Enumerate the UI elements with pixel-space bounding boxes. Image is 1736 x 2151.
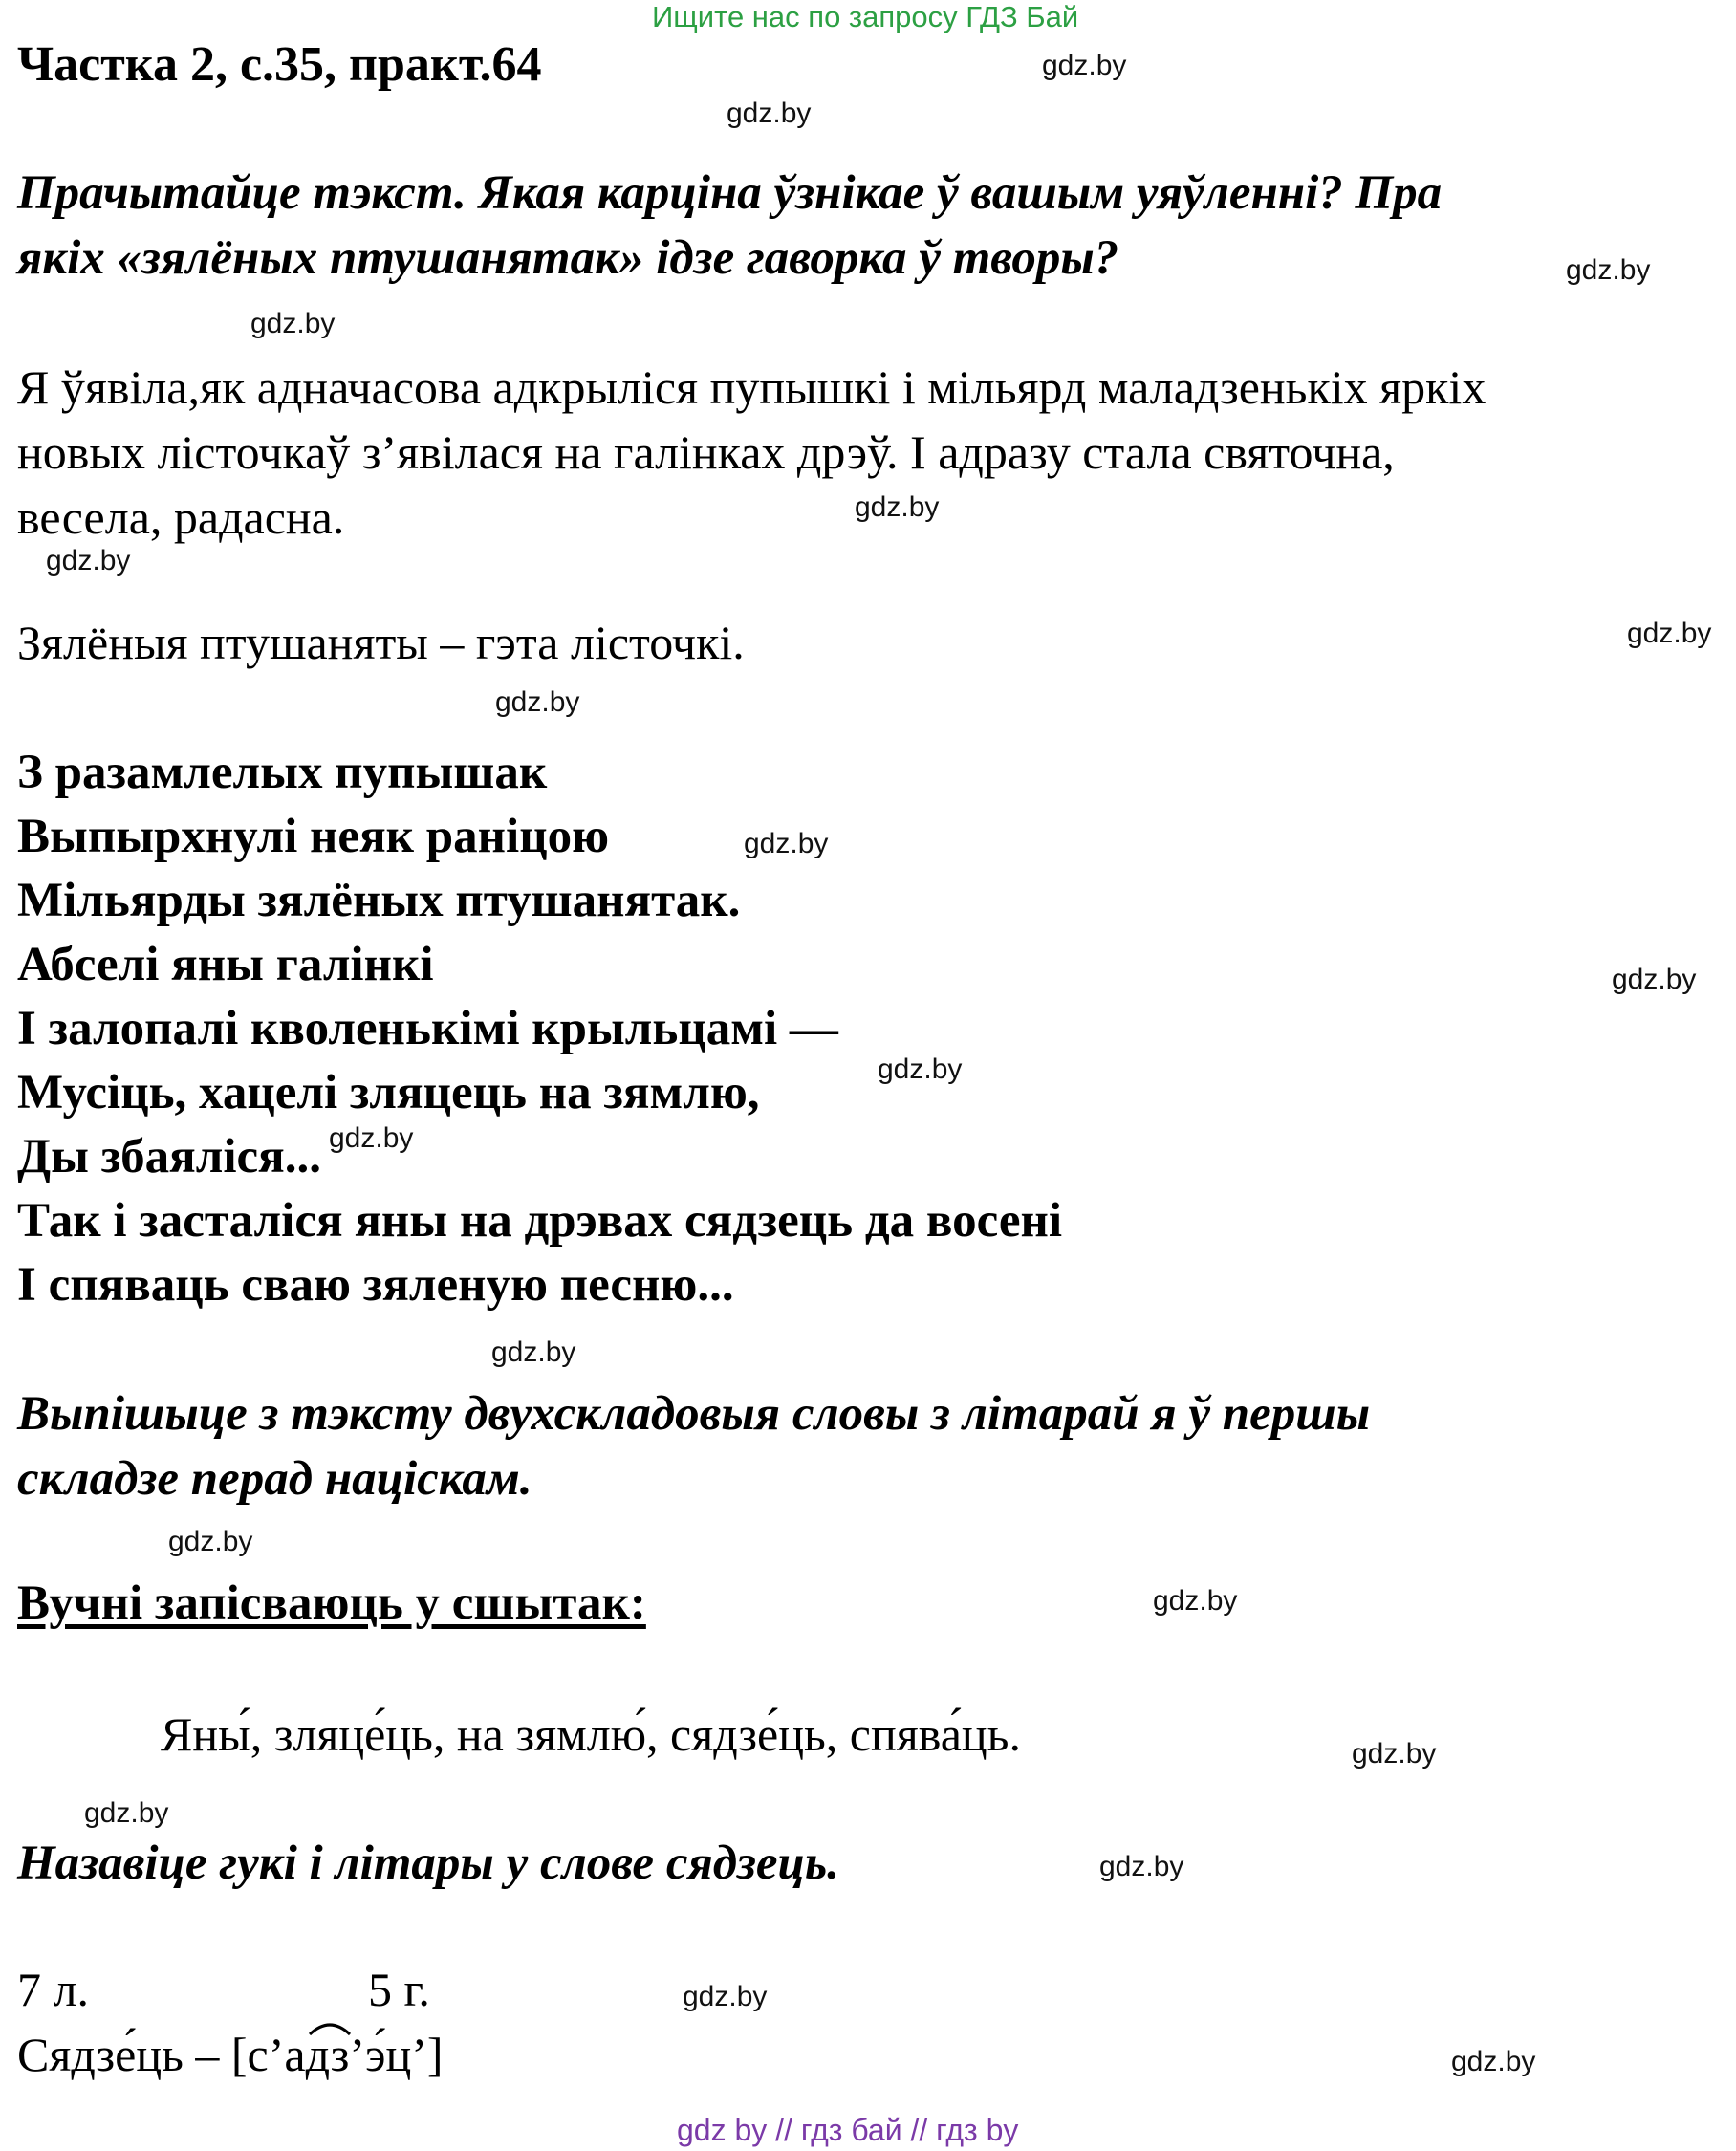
poem-line: З разамлелых пупышак [17, 746, 548, 799]
answer-1-line-1: Я ўявіла,як адначасова адкрыліся пупышкі і мільярд маладзенькіх яркіх [17, 360, 1486, 414]
top-banner[interactable]: Ищите нас по запросу ГДЗ Бай [652, 0, 1079, 33]
task-1-line-1: Прачытайце тэкст. Якая карціна ўзнікае ў вашым уяўленні? Пра [17, 166, 1443, 220]
poem-line: Ды збаяліся... [17, 1130, 322, 1184]
poem-line: Абселі яны галінкі [17, 938, 434, 991]
notebook-heading: Вучні запісваюць у сшытак: [17, 1576, 646, 1630]
watermark: gdz.by [84, 1797, 169, 1829]
affricate-arc-icon [308, 2021, 352, 2036]
poem-line: Выпырхнулі неяк раніцою [17, 810, 610, 863]
words-answer: Яны́, зляце́ць, на зямлю́, сядзе́ць, спява́ць. [161, 1707, 1021, 1761]
watermark: gdz.by [1566, 254, 1651, 286]
watermark: gdz.by [683, 1981, 768, 2012]
poem-line: Мусіць, хацелі зляцець на зямлю, [17, 1066, 760, 1119]
watermark: gdz.by [250, 308, 336, 339]
page-title: Частка 2, с.35, практ.64 [17, 37, 542, 92]
transcription-line [17, 2027, 444, 2082]
watermark: gdz.by [744, 828, 829, 859]
watermark: gdz.by [1153, 1585, 1238, 1617]
sounds-count: 5 г. [368, 1963, 430, 2016]
watermark: gdz.by [168, 1526, 253, 1557]
affricate-letters: дз [305, 2028, 350, 2081]
task-2-line-2: складзе перад націскам. [17, 1452, 532, 1506]
affricate-group [306, 2027, 350, 2082]
watermark: gdz.by [495, 686, 580, 718]
watermark: gdz.by [878, 1054, 963, 1085]
answer-1-line-3: весела, радасна. [17, 490, 345, 544]
transcription-open: [с’а [230, 2028, 306, 2081]
watermark: gdz.by [1099, 1851, 1184, 1882]
watermark: gdz.by [1352, 1738, 1437, 1770]
poem-line: Мільярды зялёных птушанятак. [17, 874, 741, 927]
transcription-word: Сядзе́ць – [17, 2028, 231, 2081]
answer-2-text: Зялёныя птушаняты – гэта лісточкі. [17, 616, 745, 669]
letters-count: 7 л. [17, 1963, 89, 2016]
task-2-prompt [17, 1381, 1715, 1511]
watermark: gdz.by [1451, 2046, 1536, 2077]
watermark: gdz.by [855, 491, 940, 523]
poem-block [17, 741, 1062, 1317]
watermark: gdz.by [727, 98, 812, 129]
watermark: gdz.by [46, 545, 131, 576]
watermark: gdz.by [329, 1122, 414, 1154]
watermark: gdz.by [1042, 50, 1127, 81]
footer-links[interactable]: gdz by // гдз бай // гдз by [677, 2113, 1019, 2147]
watermark: gdz.by [1627, 618, 1712, 649]
poem-line: І залопалі кволенькімі крыльцамі — [17, 1002, 838, 1055]
task-1-line-2: якіх «зялёных птушанятак» ідзе гаворка ў творы? [17, 231, 1119, 285]
task-3-prompt: Назавіце гукі і літары у слове сядзець. [17, 1836, 839, 1890]
watermark: gdz.by [491, 1336, 576, 1368]
answer-1-line-2: новых лісточкаў з’явілася на галінках дрэў. І адразу стала святочна, [17, 425, 1395, 479]
transcription-rest: ’э́ц’] [349, 2028, 444, 2081]
poem-line: І спяваць сваю зяленую песню... [17, 1258, 734, 1312]
task-2-line-1: Выпішыце з тэксту двухскладовыя словы з літарай я ў першы [17, 1387, 1371, 1441]
task-1-prompt [17, 161, 1715, 291]
watermark: gdz.by [1612, 964, 1697, 995]
poem-line: Так і засталіся яны на дрэвах сядзець да восені [17, 1194, 1063, 1248]
